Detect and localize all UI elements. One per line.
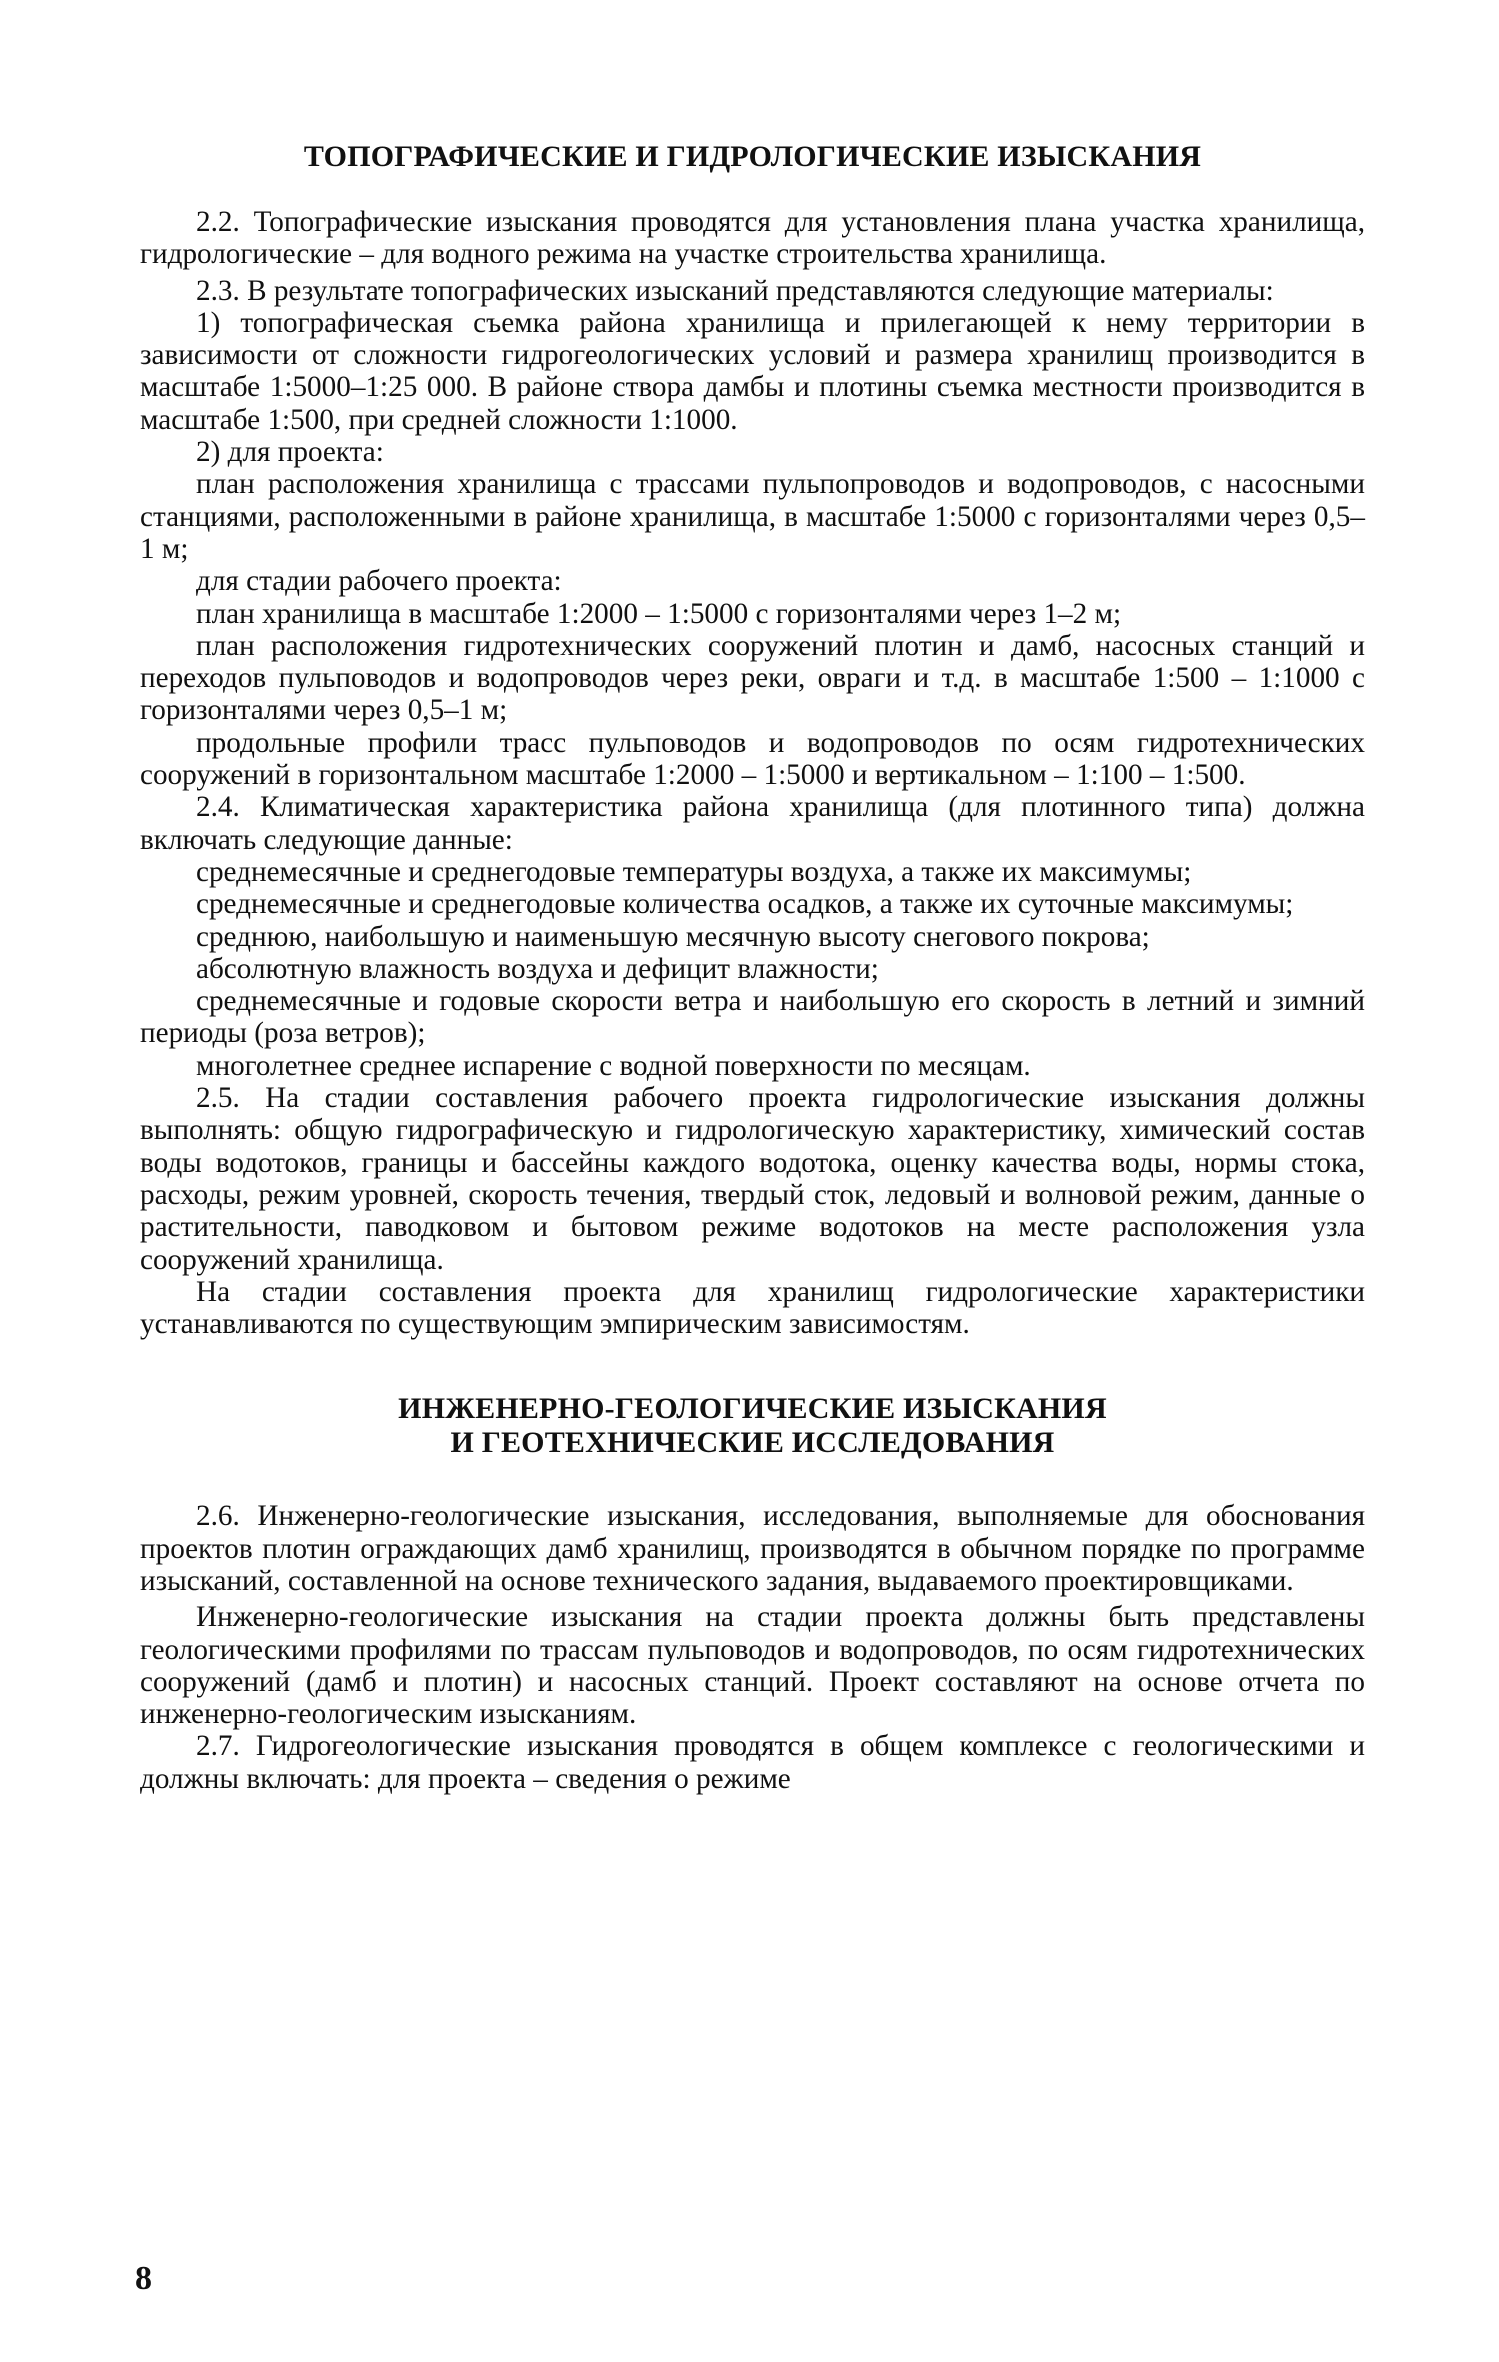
paragraph-2-7: 2.7. Гидрогеологические изыскания проводятся в общем комплексе с геологическими и должны включать: для проекта – сведения о режиме — [140, 1730, 1365, 1795]
paragraph-precipitation: среднемесячные и среднегодовые количества осадков, а также их суточные максимумы; — [196, 888, 1294, 921]
paragraph-2-6: 2.6. Инженерно-геологические изыскания, исследования, выполняемые для обоснования проектов плотин ограждающих дамб хранилищ, производятся в обычном порядке по программе изысканий, составленной на основе технического задания, выдаваемого проектировщиками. — [140, 1500, 1365, 1597]
paragraph-item-1: 1) топографическая съемка района хранилища и прилегающей к нему территории в зависимости от сложности гидрогеологических условий и размера хранилищ производится в масштабе 1:5000–1:25 000. В районе створа дамбы и плотины съемка местности производится в масштабе 1:500, при средней сложности 1:1000. — [140, 306, 1365, 436]
paragraph-plan-location: план расположения хранилища с трассами пульпопроводов и водопроводов, с насосными станциями, расположенными в районе хранилища, в масштабе 1:5000 с горизонталями через 0,5–1 м; — [140, 468, 1365, 565]
paragraph-2-2: 2.2. Топографические изыскания проводятся для установления плана участка хранилища, гидрологические – для водного режима на участке строительства хранилища. — [140, 206, 1365, 271]
section-heading-geological-line2: И ГЕОТЕХНИЧЕСКИЕ ИССЛЕДОВАНИЯ — [450, 1426, 1055, 1460]
paragraph-plan-storage: план хранилища в масштабе 1:2000 – 1:5000 с горизонталями через 1–2 м; — [196, 597, 1122, 630]
paragraph-evaporation: многолетнее среднее испарение с водной поверхности по месяцам. — [196, 1049, 1031, 1082]
paragraph-snow-cover: среднюю, наибольшую и наименьшую месячную высоту снегового покрова; — [196, 920, 1150, 953]
section-heading-geological-line1: ИНЖЕНЕРНО-ГЕОЛОГИЧЕСКИЕ ИЗЫСКАНИЯ — [398, 1392, 1107, 1426]
paragraph-temperatures: среднемесячные и среднегодовые температуры воздуха, а также их максимумы; — [196, 855, 1192, 888]
paragraph-geological-profiles: Инженерно-геологические изыскания на стадии проекта должны быть представлены геологическими профилями по трассам пульповодов и водопроводов, по осям гидротехнических сооружений (дамб и плотин) и насосных станций. Проект составляют на основе отчета по инженерно-геологическим изысканиям. — [140, 1601, 1365, 1731]
section-heading-geological — [140, 1392, 1365, 1460]
section-heading-topographic: ТОПОГРАФИЧЕСКИЕ И ГИДРОЛОГИЧЕСКИЕ ИЗЫСКАНИЯ — [303, 140, 1202, 173]
paragraph-longitudinal-profiles: продольные профили трасс пульповодов и водопроводов по осям гидротехнических сооружений в горизонтальном масштабе 1:2000 – 1:5000 и вертикальном – 1:100 – 1:500. — [140, 726, 1365, 792]
paragraph-2-5: 2.5. На стадии составления рабочего проекта гидрологические изыскания должны выполнять: общую гидрографическую и гидрологическую характеристику, химический состав воды водотоков, границы и бассейны каждого водотока, оценку качества воды, нормы стока, расходы, режим уровней, скорость течения, твердый сток, ледовый и волновой режим, данные о растительности, паводковом и бытовом режиме водотоков на месте расположения узла сооружений хранилища. — [140, 1082, 1365, 1276]
document-page — [140, 140, 1365, 1795]
page-number: 8 — [135, 2260, 152, 2297]
paragraph-working-stage: для стадии рабочего проекта: — [196, 565, 562, 598]
paragraph-hydrologic-characteristics: На стадии составления проекта для хранилищ гидрологические характеристики устанавливаются по существующим эмпирическим зависимостям. — [140, 1275, 1365, 1341]
paragraph-2-4: 2.4. Климатическая характеристика района хранилища (для плотинного типа) должна включать следующие данные: — [140, 791, 1365, 856]
paragraph-2-3: 2.3. В результате топографических изысканий представляются следующие материалы: — [196, 274, 1274, 307]
paragraph-item-2: 2) для проекта: — [196, 436, 384, 469]
paragraph-wind: среднемесячные и годовые скорости ветра и наибольшую его скорость в летний и зимний периоды (роза ветров); — [140, 985, 1365, 1050]
paragraph-plan-hydrotechnical: план расположения гидротехнических сооружений плотин и дамб, насосных станций и переходов пульповодов и водопроводов через реки, овраги и т.д. в масштабе 1:500 – 1:1000 с горизонталями через 0,5–1 м; — [140, 629, 1365, 727]
paragraph-humidity: абсолютную влажность воздуха и дефицит влажности; — [196, 952, 879, 985]
